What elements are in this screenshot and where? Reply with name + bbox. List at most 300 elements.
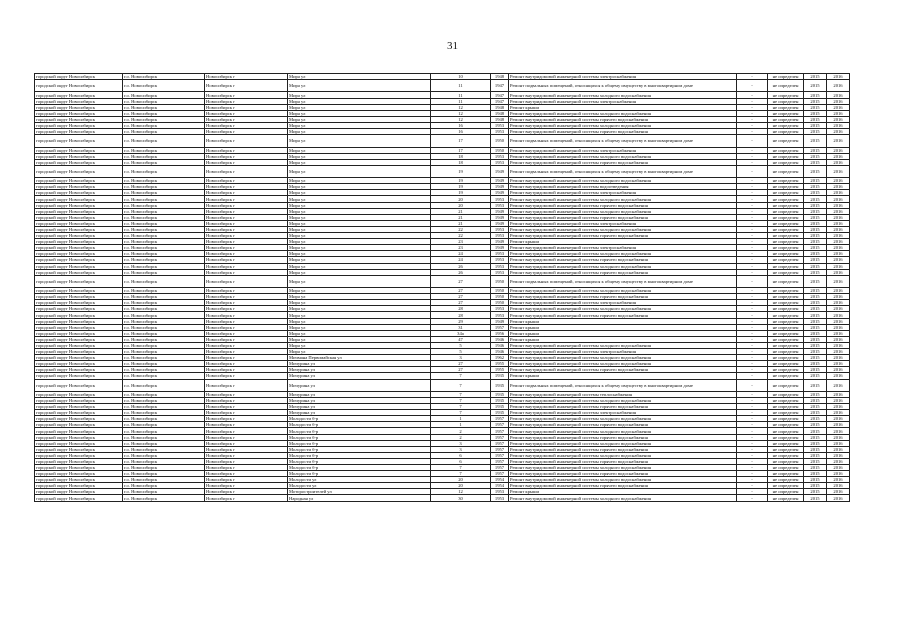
- municipality-cell: городской округ Новосибирск: [35, 379, 123, 391]
- table-row: [35, 80, 850, 92]
- municipality-cell: городской округ Новосибирск: [35, 98, 123, 104]
- city-cell: Новосибирск г: [205, 226, 288, 232]
- contractor-cell: не определен: [768, 397, 804, 403]
- cost-cell: -: [737, 104, 768, 110]
- contractor-cell: не определен: [768, 165, 804, 177]
- municipality-cell: городской округ Новосибирск: [35, 147, 123, 153]
- municipality-cell: городской округ Новосибирск: [35, 373, 123, 379]
- start-year-cell: 2015: [804, 458, 827, 464]
- end-year-cell: 2016: [827, 312, 850, 318]
- work-type-cell: Ремонт внутридомовой инженерной системы горячего водоснабжения: [509, 129, 737, 135]
- municipality-cell: городской округ Новосибирск: [35, 452, 123, 458]
- end-year-cell: 2016: [827, 153, 850, 159]
- house-number-cell: 18: [431, 153, 491, 159]
- district-cell: г.о. Новосибирск: [123, 355, 205, 361]
- end-year-cell: 2016: [827, 361, 850, 367]
- start-year-cell: 2015: [804, 275, 827, 287]
- street-cell: Мира ул: [288, 312, 431, 318]
- start-year-cell: 2015: [804, 178, 827, 184]
- work-type-cell: Ремонт внутридомовой инженерной системы горячего водоснабжения: [509, 312, 737, 318]
- district-cell: г.о. Новосибирск: [123, 220, 205, 226]
- start-year-cell: 2015: [804, 336, 827, 342]
- street-cell: Мичурина ул: [288, 373, 431, 379]
- municipality-cell: городской округ Новосибирск: [35, 226, 123, 232]
- district-cell: г.о. Новосибирск: [123, 288, 205, 294]
- start-year-cell: 2015: [804, 318, 827, 324]
- city-cell: Новосибирск г: [205, 324, 288, 330]
- build-year-cell: 1957: [491, 416, 509, 422]
- municipality-cell: городской округ Новосибирск: [35, 92, 123, 98]
- city-cell: Новосибирск г: [205, 220, 288, 226]
- work-type-cell: Ремонт внутридомовой инженерной системы горячего водоснабжения: [509, 483, 737, 489]
- build-year-cell: 1953: [491, 306, 509, 312]
- build-year-cell: 1957: [491, 324, 509, 330]
- municipality-cell: городской округ Новосибирск: [35, 80, 123, 92]
- cost-cell: -: [737, 483, 768, 489]
- work-type-cell: Ремонт внутридомовой инженерной системы электроснабжения: [509, 190, 737, 196]
- municipality-cell: городской округ Новосибирск: [35, 336, 123, 342]
- city-cell: Новосибирск г: [205, 336, 288, 342]
- street-cell: Моторостроителей ул: [288, 489, 431, 495]
- house-number-cell: 22: [431, 226, 491, 232]
- cost-cell: -: [737, 300, 768, 306]
- start-year-cell: 2015: [804, 153, 827, 159]
- district-cell: г.о. Новосибирск: [123, 391, 205, 397]
- house-number-cell: 5: [431, 342, 491, 348]
- page-number: 31: [447, 40, 458, 52]
- municipality-cell: городской округ Новосибирск: [35, 153, 123, 159]
- contractor-cell: не определен: [768, 489, 804, 495]
- work-type-cell: Ремонт внутридомовой инженерной системы холодного водоснабжения: [509, 416, 737, 422]
- contractor-cell: не определен: [768, 239, 804, 245]
- municipality-cell: городской округ Новосибирск: [35, 318, 123, 324]
- work-type-cell: Ремонт внутридомовой инженерной системы холодного водоснабжения: [509, 208, 737, 214]
- cost-cell: -: [737, 367, 768, 373]
- municipality-cell: городской округ Новосибирск: [35, 233, 123, 239]
- start-year-cell: 2015: [804, 434, 827, 440]
- district-cell: г.о. Новосибирск: [123, 184, 205, 190]
- contractor-cell: не определен: [768, 416, 804, 422]
- cost-cell: -: [737, 122, 768, 128]
- contractor-cell: не определен: [768, 495, 804, 501]
- street-cell: Мира ул: [288, 275, 431, 287]
- cost-cell: -: [737, 471, 768, 477]
- street-cell: Мира ул: [288, 122, 431, 128]
- municipality-cell: городской округ Новосибирск: [35, 312, 123, 318]
- start-year-cell: 2015: [804, 104, 827, 110]
- start-year-cell: 2015: [804, 391, 827, 397]
- cost-cell: -: [737, 361, 768, 367]
- municipality-cell: городской округ Новосибирск: [35, 355, 123, 361]
- street-cell: Мира ул: [288, 294, 431, 300]
- street-cell: Мира ул: [288, 220, 431, 226]
- district-cell: г.о. Новосибирск: [123, 410, 205, 416]
- street-cell: Мира ул: [288, 159, 431, 165]
- work-type-cell: Ремонт внутридомовой инженерной системы холодного водоснабжения: [509, 465, 737, 471]
- house-number-cell: 11: [431, 80, 491, 92]
- house-number-cell: 27: [431, 361, 491, 367]
- build-year-cell: 1953: [491, 129, 509, 135]
- district-cell: г.о. Новосибирск: [123, 349, 205, 355]
- municipality-cell: городской округ Новосибирск: [35, 275, 123, 287]
- work-type-cell: Ремонт подвальных помещений, относящихся к общему имуществу в многоквартирном доме: [509, 165, 737, 177]
- district-cell: г.о. Новосибирск: [123, 465, 205, 471]
- district-cell: г.о. Новосибирск: [123, 208, 205, 214]
- street-cell: Мира ул: [288, 153, 431, 159]
- city-cell: Новосибирск г: [205, 98, 288, 104]
- house-number-cell: 34а: [431, 330, 491, 336]
- house-number-cell: 28: [431, 312, 491, 318]
- municipality-cell: городской округ Новосибирск: [35, 257, 123, 263]
- district-cell: г.о. Новосибирск: [123, 233, 205, 239]
- city-cell: Новосибирск г: [205, 428, 288, 434]
- cost-cell: -: [737, 147, 768, 153]
- city-cell: Новосибирск г: [205, 288, 288, 294]
- house-number-cell: 11: [431, 98, 491, 104]
- build-year-cell: 1947: [491, 92, 509, 98]
- build-year-cell: 1957: [491, 434, 509, 440]
- end-year-cell: 2016: [827, 477, 850, 483]
- municipality-cell: городской округ Новосибирск: [35, 446, 123, 452]
- municipality-cell: городской округ Новосибирск: [35, 135, 123, 147]
- municipality-cell: городской округ Новосибирск: [35, 440, 123, 446]
- district-cell: г.о. Новосибирск: [123, 324, 205, 330]
- house-number-cell: 3: [431, 440, 491, 446]
- start-year-cell: 2015: [804, 300, 827, 306]
- start-year-cell: 2015: [804, 397, 827, 403]
- work-type-cell: Ремонт внутридомовой инженерной системы холодного водоснабжения: [509, 110, 737, 116]
- work-type-cell: Ремонт внутридомовой инженерной системы теплоснабжения: [509, 391, 737, 397]
- start-year-cell: 2015: [804, 330, 827, 336]
- district-cell: г.о. Новосибирск: [123, 379, 205, 391]
- cost-cell: -: [737, 178, 768, 184]
- house-number-cell: 7: [431, 373, 491, 379]
- cost-cell: -: [737, 80, 768, 92]
- house-number-cell: 5: [431, 349, 491, 355]
- street-cell: Мичурина ул: [288, 391, 431, 397]
- work-type-cell: Ремонт крыши: [509, 324, 737, 330]
- street-cell: Молодости ул: [288, 483, 431, 489]
- street-cell: Мира ул: [288, 116, 431, 122]
- city-cell: Новосибирск г: [205, 245, 288, 251]
- contractor-cell: не определен: [768, 452, 804, 458]
- build-year-cell: 1949: [491, 184, 509, 190]
- city-cell: Новосибирск г: [205, 147, 288, 153]
- house-number-cell: 7: [431, 465, 491, 471]
- city-cell: Новосибирск г: [205, 342, 288, 348]
- district-cell: г.о. Новосибирск: [123, 483, 205, 489]
- city-cell: Новосибирск г: [205, 306, 288, 312]
- work-type-cell: Ремонт внутридомовой инженерной системы холодного водоснабжения: [509, 306, 737, 312]
- street-cell: Мира ул: [288, 226, 431, 232]
- house-number-cell: 21: [431, 208, 491, 214]
- street-cell: Мира ул: [288, 306, 431, 312]
- city-cell: Новосибирск г: [205, 214, 288, 220]
- cost-cell: -: [737, 214, 768, 220]
- city-cell: Новосибирск г: [205, 489, 288, 495]
- district-cell: г.о. Новосибирск: [123, 80, 205, 92]
- street-cell: Народная ул: [288, 495, 431, 501]
- work-type-cell: Ремонт внутридомовой инженерной системы электроснабжения: [509, 147, 737, 153]
- municipality-cell: городской округ Новосибирск: [35, 74, 123, 80]
- build-year-cell: 1957: [491, 471, 509, 477]
- street-cell: Мира ул: [288, 110, 431, 116]
- work-type-cell: Ремонт крыши: [509, 336, 737, 342]
- contractor-cell: не определен: [768, 135, 804, 147]
- street-cell: Мира ул: [288, 208, 431, 214]
- cost-cell: -: [737, 251, 768, 257]
- build-year-cell: 1949: [491, 239, 509, 245]
- end-year-cell: 2016: [827, 74, 850, 80]
- end-year-cell: 2016: [827, 367, 850, 373]
- work-type-cell: Ремонт внутридомовой инженерной системы холодного водоснабжения: [509, 355, 737, 361]
- build-year-cell: 1949: [491, 214, 509, 220]
- end-year-cell: 2016: [827, 391, 850, 397]
- end-year-cell: 2016: [827, 379, 850, 391]
- house-number-cell: 19: [431, 165, 491, 177]
- cost-cell: -: [737, 196, 768, 202]
- end-year-cell: 2016: [827, 404, 850, 410]
- end-year-cell: 2016: [827, 208, 850, 214]
- build-year-cell: 1950: [491, 288, 509, 294]
- street-cell: Мира ул: [288, 184, 431, 190]
- district-cell: г.о. Новосибирск: [123, 190, 205, 196]
- contractor-cell: не определен: [768, 104, 804, 110]
- city-cell: Новосибирск г: [205, 122, 288, 128]
- house-number-cell: 27: [431, 367, 491, 373]
- cost-cell: -: [737, 440, 768, 446]
- build-year-cell: 1947: [491, 98, 509, 104]
- cost-cell: -: [737, 465, 768, 471]
- street-cell: Мира ул: [288, 104, 431, 110]
- cost-cell: -: [737, 391, 768, 397]
- end-year-cell: 2016: [827, 355, 850, 361]
- municipality-cell: городской округ Новосибирск: [35, 196, 123, 202]
- street-cell: Мичурина ул: [288, 367, 431, 373]
- cost-cell: -: [737, 312, 768, 318]
- district-cell: г.о. Новосибирск: [123, 269, 205, 275]
- city-cell: Новосибирск г: [205, 391, 288, 397]
- end-year-cell: 2016: [827, 410, 850, 416]
- cost-cell: -: [737, 110, 768, 116]
- district-cell: г.о. Новосибирск: [123, 153, 205, 159]
- contractor-cell: не определен: [768, 342, 804, 348]
- contractor-cell: не определен: [768, 361, 804, 367]
- contractor-cell: не определен: [768, 110, 804, 116]
- district-cell: г.о. Новосибирск: [123, 422, 205, 428]
- end-year-cell: 2016: [827, 80, 850, 92]
- end-year-cell: 2016: [827, 263, 850, 269]
- cost-cell: -: [737, 263, 768, 269]
- city-cell: Новосибирск г: [205, 452, 288, 458]
- contractor-cell: не определен: [768, 74, 804, 80]
- end-year-cell: 2016: [827, 495, 850, 501]
- district-cell: г.о. Новосибирск: [123, 122, 205, 128]
- contractor-cell: не определен: [768, 275, 804, 287]
- work-type-cell: Ремонт внутридомовой инженерной системы электроснабжения: [509, 410, 737, 416]
- district-cell: г.о. Новосибирск: [123, 239, 205, 245]
- district-cell: г.о. Новосибирск: [123, 92, 205, 98]
- house-number-cell: 20: [431, 477, 491, 483]
- contractor-cell: не определен: [768, 122, 804, 128]
- cost-cell: -: [737, 92, 768, 98]
- build-year-cell: 1948: [491, 74, 509, 80]
- house-number-cell: 20: [431, 202, 491, 208]
- cost-cell: -: [737, 404, 768, 410]
- cost-cell: -: [737, 379, 768, 391]
- house-number-cell: 11: [431, 92, 491, 98]
- district-cell: г.о. Новосибирск: [123, 257, 205, 263]
- street-cell: Молодости ул: [288, 477, 431, 483]
- contractor-cell: не определен: [768, 288, 804, 294]
- start-year-cell: 2015: [804, 122, 827, 128]
- build-year-cell: 1957: [491, 458, 509, 464]
- municipality-cell: городской округ Новосибирск: [35, 477, 123, 483]
- table-row: [35, 495, 850, 501]
- work-type-cell: Ремонт внутридомовой инженерной системы горячего водоснабжения: [509, 422, 737, 428]
- work-type-cell: Ремонт внутридомовой инженерной системы холодного водоснабжения: [509, 153, 737, 159]
- work-type-cell: Ремонт внутридомовой инженерной системы холодного водоснабжения: [509, 196, 737, 202]
- work-type-cell: Ремонт внутридомовой инженерной системы электроснабжения: [509, 220, 737, 226]
- build-year-cell: 1957: [491, 465, 509, 471]
- work-type-cell: Ремонт крыши: [509, 318, 737, 324]
- street-cell: Мира ул: [288, 349, 431, 355]
- work-type-cell: Ремонт внутридомовой инженерной системы горячего водоснабжения: [509, 214, 737, 220]
- work-type-cell: Ремонт внутридомовой инженерной системы горячего водоснабжения: [509, 159, 737, 165]
- work-type-cell: Ремонт внутридомовой инженерной системы холодного водоснабжения: [509, 397, 737, 403]
- start-year-cell: 2015: [804, 110, 827, 116]
- cost-cell: -: [737, 153, 768, 159]
- street-cell: Молодости б-р: [288, 428, 431, 434]
- contractor-cell: не определен: [768, 202, 804, 208]
- start-year-cell: 2015: [804, 355, 827, 361]
- work-type-cell: Ремонт внутридомовой инженерной системы холодного водоснабжения: [509, 122, 737, 128]
- cost-cell: -: [737, 275, 768, 287]
- city-cell: Новосибирск г: [205, 275, 288, 287]
- house-number-cell: 2: [431, 428, 491, 434]
- district-cell: г.о. Новосибирск: [123, 110, 205, 116]
- work-type-cell: Ремонт внутридомовой инженерной системы холодного водоснабжения: [509, 495, 737, 501]
- house-number-cell: 19: [431, 178, 491, 184]
- municipality-cell: городской округ Новосибирск: [35, 104, 123, 110]
- house-number-cell: 22: [431, 233, 491, 239]
- district-cell: г.о. Новосибирск: [123, 196, 205, 202]
- work-type-cell: Ремонт подвальных помещений, относящихся к общему имуществу в многоквартирном доме: [509, 80, 737, 92]
- city-cell: Новосибирск г: [205, 495, 288, 501]
- end-year-cell: 2016: [827, 373, 850, 379]
- street-cell: Мира ул: [288, 324, 431, 330]
- end-year-cell: 2016: [827, 214, 850, 220]
- district-cell: г.о. Новосибирск: [123, 318, 205, 324]
- cost-cell: -: [737, 165, 768, 177]
- cost-cell: -: [737, 245, 768, 251]
- city-cell: Новосибирск г: [205, 202, 288, 208]
- city-cell: Новосибирск г: [205, 416, 288, 422]
- municipality-cell: городской округ Новосибирск: [35, 422, 123, 428]
- build-year-cell: 1935: [491, 404, 509, 410]
- street-cell: Молодости б-р: [288, 458, 431, 464]
- build-year-cell: 1955: [491, 367, 509, 373]
- work-type-cell: Ремонт внутридомовой инженерной системы горячего водоснабжения: [509, 446, 737, 452]
- start-year-cell: 2015: [804, 477, 827, 483]
- municipality-cell: городской округ Новосибирск: [35, 306, 123, 312]
- contractor-cell: не определен: [768, 263, 804, 269]
- cost-cell: -: [737, 434, 768, 440]
- city-cell: Новосибирск г: [205, 361, 288, 367]
- street-cell: Мира ул: [288, 288, 431, 294]
- street-cell: Мира ул: [288, 336, 431, 342]
- build-year-cell: 1953: [491, 226, 509, 232]
- cost-cell: -: [737, 446, 768, 452]
- municipality-cell: городской округ Новосибирск: [35, 428, 123, 434]
- work-type-cell: Ремонт внутридомовой инженерной системы холодного водоснабжения: [509, 178, 737, 184]
- city-cell: Новосибирск г: [205, 397, 288, 403]
- district-cell: г.о. Новосибирск: [123, 397, 205, 403]
- build-year-cell: 1950: [491, 275, 509, 287]
- street-cell: Мира ул: [288, 80, 431, 92]
- cost-cell: -: [737, 208, 768, 214]
- work-type-cell: Ремонт внутридомовой инженерной системы холодного водоснабжения: [509, 342, 737, 348]
- district-cell: г.о. Новосибирск: [123, 458, 205, 464]
- cost-cell: -: [737, 336, 768, 342]
- cost-cell: -: [737, 129, 768, 135]
- build-year-cell: 1950: [491, 294, 509, 300]
- work-type-cell: Ремонт внутридомовой инженерной системы электроснабжения: [509, 245, 737, 251]
- build-year-cell: 1957: [491, 422, 509, 428]
- contractor-cell: не определен: [768, 190, 804, 196]
- build-year-cell: 1954: [491, 483, 509, 489]
- district-cell: г.о. Новосибирск: [123, 440, 205, 446]
- district-cell: г.о. Новосибирск: [123, 452, 205, 458]
- city-cell: Новосибирск г: [205, 294, 288, 300]
- start-year-cell: 2015: [804, 342, 827, 348]
- district-cell: г.о. Новосибирск: [123, 373, 205, 379]
- city-cell: Новосибирск г: [205, 233, 288, 239]
- end-year-cell: 2016: [827, 116, 850, 122]
- end-year-cell: 2016: [827, 147, 850, 153]
- contractor-cell: не определен: [768, 367, 804, 373]
- contractor-cell: не определен: [768, 471, 804, 477]
- build-year-cell: 1953: [491, 251, 509, 257]
- city-cell: Новосибирск г: [205, 251, 288, 257]
- end-year-cell: 2016: [827, 233, 850, 239]
- municipality-cell: городской округ Новосибирск: [35, 465, 123, 471]
- start-year-cell: 2015: [804, 410, 827, 416]
- house-number-cell: 20: [431, 483, 491, 489]
- work-type-cell: Ремонт внутридомовой инженерной системы холодного водоснабжения: [509, 251, 737, 257]
- district-cell: г.о. Новосибирск: [123, 74, 205, 80]
- contractor-cell: не определен: [768, 306, 804, 312]
- start-year-cell: 2015: [804, 495, 827, 501]
- start-year-cell: 2015: [804, 239, 827, 245]
- street-cell: Мира ул: [288, 178, 431, 184]
- end-year-cell: 2016: [827, 465, 850, 471]
- start-year-cell: 2015: [804, 349, 827, 355]
- end-year-cell: 2016: [827, 336, 850, 342]
- city-cell: Новосибирск г: [205, 446, 288, 452]
- build-year-cell: 1935: [491, 379, 509, 391]
- street-cell: Мира ул: [288, 202, 431, 208]
- city-cell: Новосибирск г: [205, 300, 288, 306]
- cost-cell: -: [737, 318, 768, 324]
- cost-cell: -: [737, 410, 768, 416]
- build-year-cell: 1949: [491, 318, 509, 324]
- contractor-cell: не определен: [768, 98, 804, 104]
- build-year-cell: 1935: [491, 391, 509, 397]
- city-cell: Новосибирск г: [205, 196, 288, 202]
- street-cell: Молодости б-р: [288, 452, 431, 458]
- street-cell: Мичурина ул: [288, 404, 431, 410]
